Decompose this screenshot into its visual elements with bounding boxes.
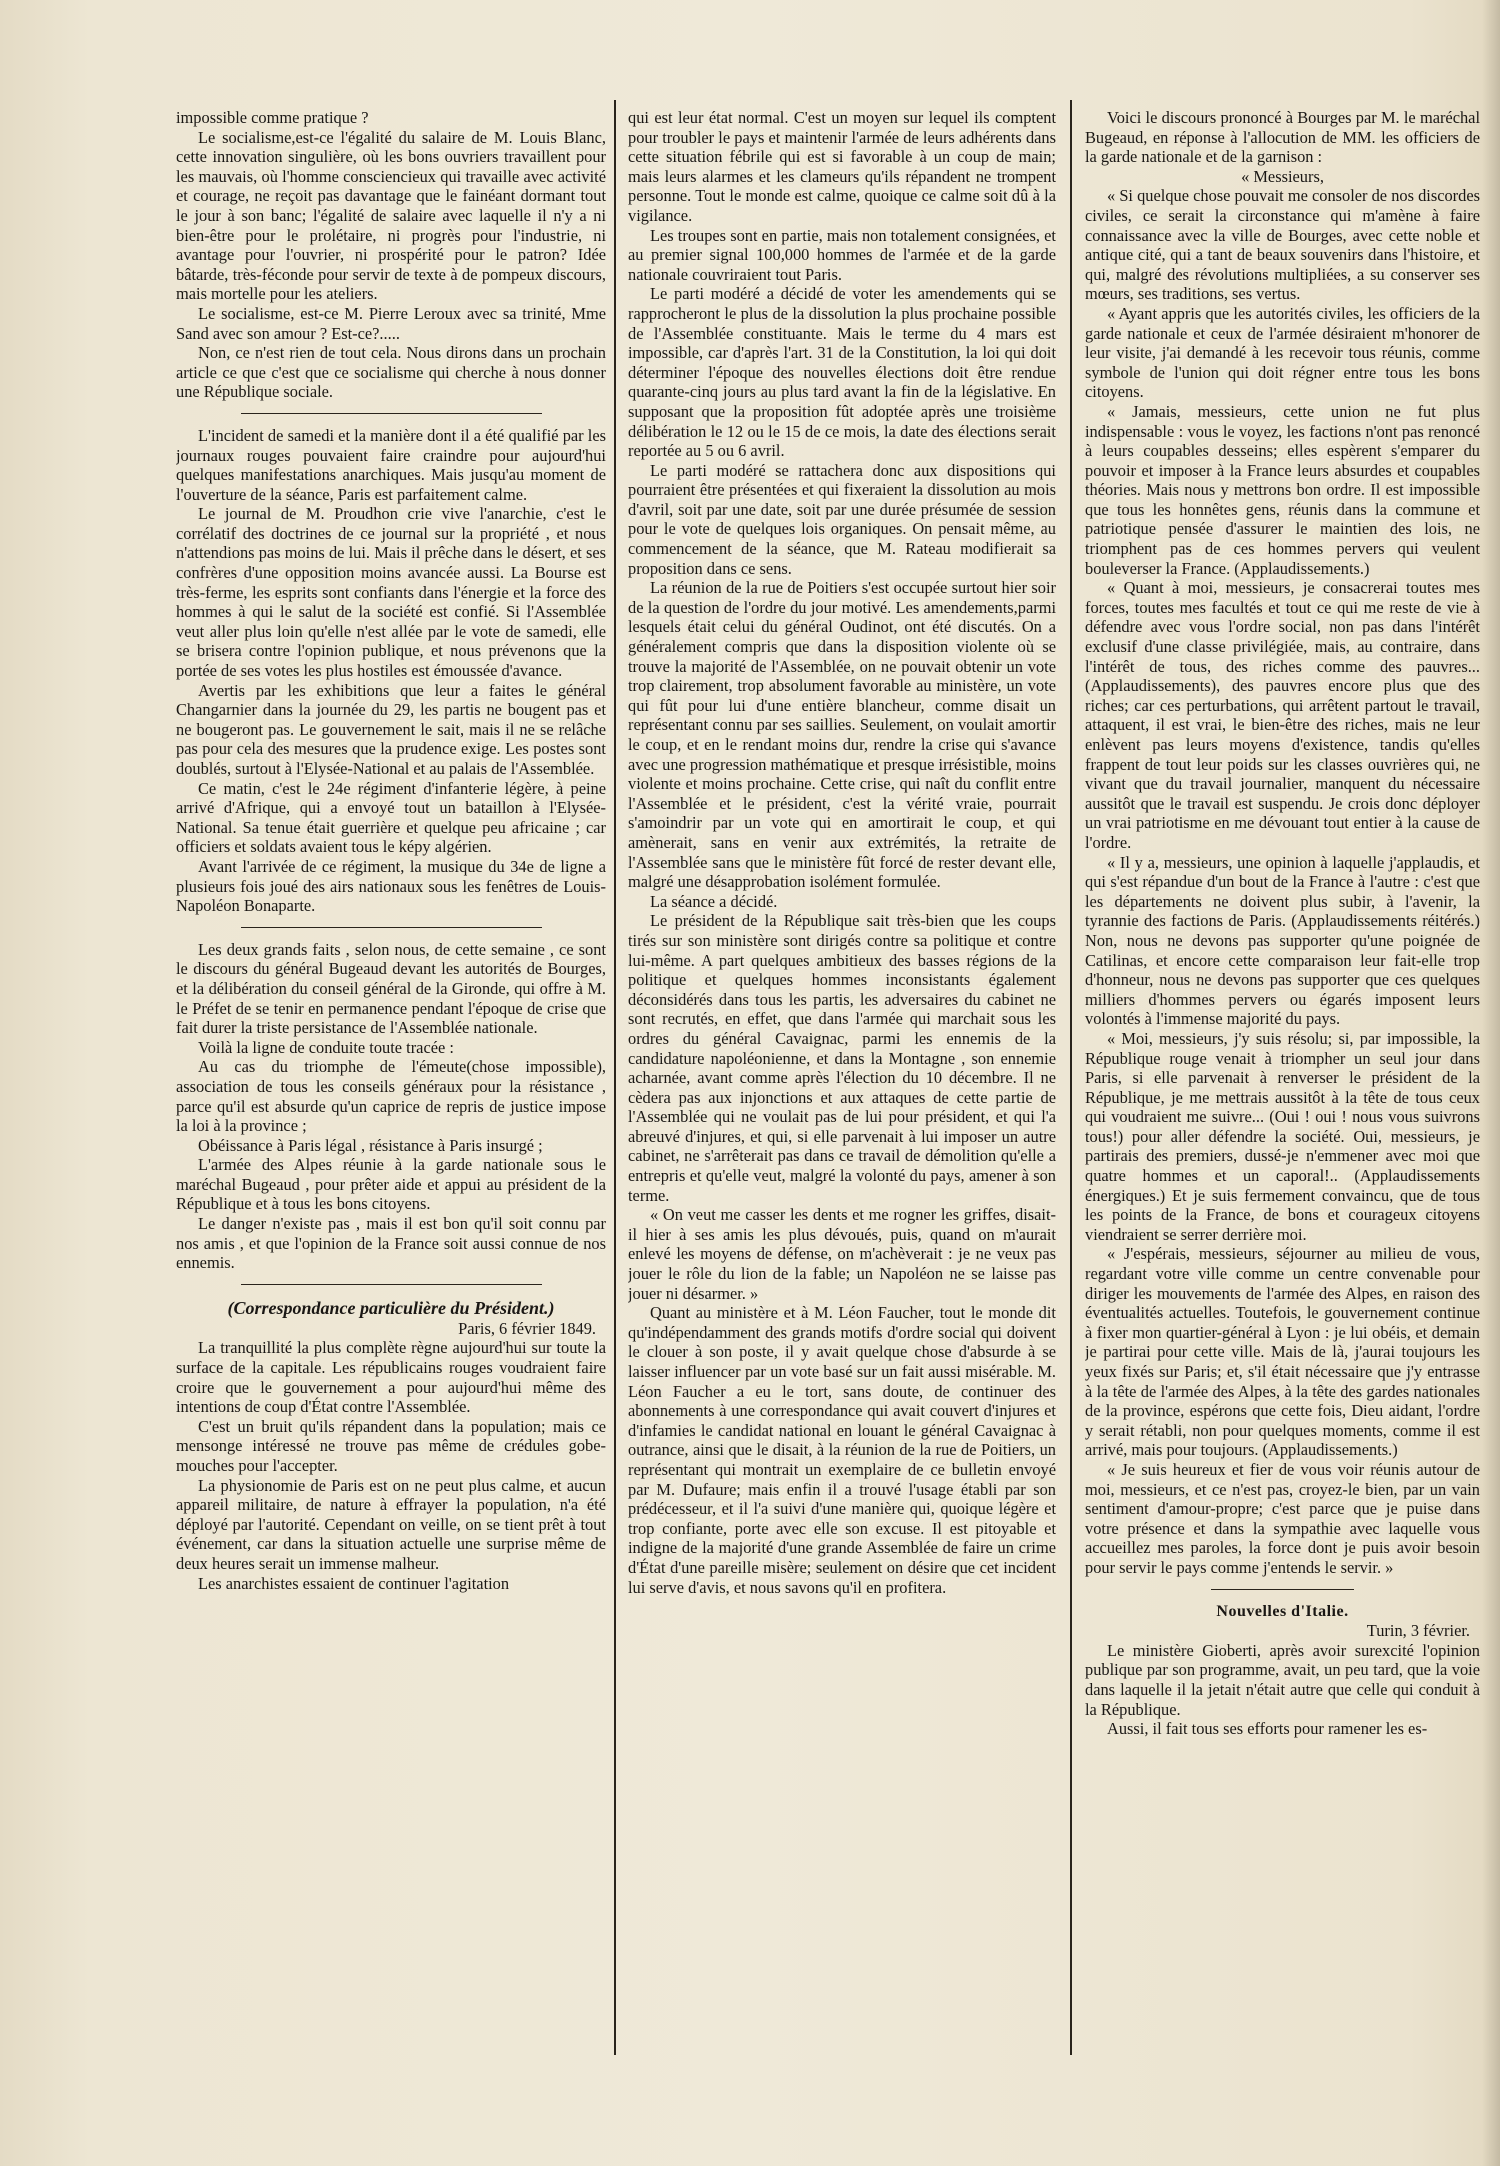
scan-edge-shadow: [1482, 0, 1500, 2166]
separator-rule: [241, 1284, 542, 1285]
paragraph: qui est leur état normal. C'est un moyen sur lequel ils comptent pour troubler le pays et maintenir l'armée de leurs adhérents dans cette situation fébrile qui est si favorable à un coup de main; mais leurs alarmes et les clameurs qu'ils répandent ne trompent personne. Tout le monde est calme, quoique ce calme soit dû à la vigilance.: [628, 108, 1056, 225]
paragraph: « Si quelque chose pouvait me consoler de nos discordes civiles, ce serait la circonstance qui m'amène à faire connaissance avec la ville de Bourges, avec cette noble et antique cité, qui a tant de beaux souvenirs dans l'histoire, et qui, malgré des révolutions multipliées, a su conserver ses mœurs, ses traditions, ses vertus.: [1085, 186, 1480, 304]
separator-rule: [1211, 1589, 1353, 1590]
paragraph: Obéissance à Paris légal , résistance à Paris insurgé ;: [198, 1135, 543, 1155]
paragraph: Les deux grands faits , selon nous, de cette semaine , ce sont le discours du général Bugeaud devant les autorités de Bourges, et la délibération du conseil général de la Gironde, qui offre à M. le Préfet de se tenir en permanence pendant l'époque de crise que fait durer la triste persistance de l'Assemblée nationale.: [176, 939, 606, 1038]
paragraph: Avertis par les exhibitions que leur a faites le général Changarnier dans la journée du 29, les partis ne bougent pas et ne bougeront pas. Le gouvernement le sait, mais il ne se relâche pas pour cela des mesures que la prudence exige. Les postes sont doublés, surtout à l'Elysée-National et au palais de l'Assemblée.: [176, 680, 606, 778]
paragraph: Aussi, il fait tous ses efforts pour ramener les es-: [1107, 1719, 1428, 1739]
paragraph: Le socialisme,est-ce l'égalité du salaire de M. Louis Blanc, cette innovation singulière, où les bons ouvriers travaillent pour les mauvais, où l'homme consciencieux qui travaille avec activité et courage, ne reçoit pas davantage que le fainéant dormant tout le jour à son banc; l'égalité de salaire avec laquelle il n'y a ni bien-être pour le prolétaire, ni progrès pour l'industrie, ni avantage pour l'ouvrier, ni prospérité pour le patron? Idée bâtarde, très-féconde pour servir de texte à de pompeux discours, mais mortelle pour les ateliers.: [176, 127, 606, 304]
paragraph: « Moi, messieurs, j'y suis résolu; si, par impossible, la République rouge venait à triompher un seul jour dans Paris, si elle parvenait à renverser le président de la République, je me mettrais aussitôt à la tête de tous ceux qui voudraient me suivre... (Oui ! oui ! nous vous suivrons tous!) pour aller défendre la société. Oui, messieurs, je partirais des premiers, dussé-je n'emmener avec moi que quatre hommes et un caporal!.. (Applaudissements énergiques.) Et je suis fermement convaincu, que de tous les points de la France, de bons et courageux citoyens viendraient se serrer derrière moi.: [1085, 1028, 1480, 1244]
column-rule-1: [614, 100, 616, 2055]
dateline: Turin, 3 février.: [1366, 1621, 1470, 1641]
column-rule-2: [1070, 100, 1072, 2055]
paragraph: Le parti modéré a décidé de voter les amendements qui se rapprocheront le plus de la dissolution la plus prochaine possible de l'Assemblée constituante. Mais le terme du 4 mars est impossible, car d'après l'art. 31 de la Constitution, la loi qui doit déterminer l'époque des nouvelles élections doit être rendue quarante-cinq jours au plus tard avant la fin de la législative. En supposant que la proposition fût adoptée après une troisième délibération le 12 ou le 15 de ce mois, la date des élections serait reportée au 5 ou 6 avril.: [628, 284, 1056, 461]
column-3: [1085, 108, 1480, 1958]
paragraph: La réunion de la rue de Poitiers s'est occupée surtout hier soir de la question de l'ordre du jour motivé. Les amendements,parmi lesquels était celui du général Oudinot, ont été discutés. On a généralement compris que dans la disposition violente où se trouve la majorité de l'Assemblée, on ne pouvait obtenir un vote trop clairement, trop absolument favorable au ministère, un vote qui fût pour lui d'une entière blancheur, comme disait un représentant connu par ses saillies. Seulement, on voulait amortir le coup, et en le rendant moins dur, rendre la crise qui s'avance avec une progression mathématique et presque irrésistible, moins violente et moins prochaine. Cette crise, qui naît du conflit entre l'Assemblée et le président, c'est la vérité vraie, pourrait s'amoindrir par un vote qui en amortirait le coup, et qui amènerait, sans en venir aux extrémités, la retraite de l'Assemblée sans que le ministère fût forcé de rester devant elle, malgré une désapprobation isolément formulée.: [628, 578, 1056, 892]
paragraph: Le socialisme, est-ce M. Pierre Leroux avec sa trinité, Mme Sand avec son amour ? Est-ce?.....: [176, 303, 606, 343]
paragraph: L'armée des Alpes réunie à la garde nationale sous le maréchal Bugeaud , pour prêter aide et appui au président de la République et à tous les bons citoyens.: [176, 1155, 606, 1214]
paragraph: « Ayant appris que les autorités civiles, les officiers de la garde nationale et ceux de l'armée désiraient m'honorer de leur visite, j'ai demandé à les recevoir tous réunis, comme symbole de l'union qui doit régner entre tous les bons citoyens.: [1085, 303, 1480, 402]
paragraph: Le parti modéré se rattachera donc aux dispositions qui pourraient être présentées et qui fixeraient la dissolution au mois d'avril, soit par une date, soit par une durée présumée de session pour le vote de quelques lois organiques. On pensait même, au commencement de la séance, que M. Rateau modifierait sa proposition dans ce sens.: [628, 460, 1056, 578]
paragraph: Quant au ministère et à M. Léon Faucher, tout le monde dit qu'indépendamment des grands motifs d'ordre social qui doivent le clouer à son poste, il y avait quelque chose d'absurde à se laisser influencer par un vote basé sur un fait aussi misérable. M. Léon Faucher a eu le tort, sans doute, de continuer des abonnements à une correspondance qui avait couvert d'injures et d'infamies le candidat national en louant le général Cavaignac à outrance, ainsi que le disait, à la réunion de la rue de Poitiers, un représentant qui montrait un exemplaire de ce bulletin envoyé par M. Dufaure; mais enfin il a trouvé l'usage établi par son prédécesseur, et il l'a suivi d'une manière qui, quoique légère et trop confiante, porte avec elle son excuse. Il est pitoyable et indigne de la majorité d'une grande Assemblée de faire un crime d'État d'une pareille misère; seulement on désire que cet incident lui serve d'avis, et nous savons qu'il en profitera.: [628, 1303, 1056, 1597]
paragraph: « J'espérais, messieurs, séjourner au milieu de vous, regardant votre ville comme un centre convenable pour diriger les mouvements de l'armée des Alpes, en raison des éventualités actuelles. Toutefois, le gouvernement continue à fixer mon quartier-général à Lyon : je lui obéis, et demain je partirai pour cette ville. Mais de là, j'aurai toujours les yeux fixés sur Paris; et, s'il était nécessaire que j'y entrasse à la tête de l'armée des Alpes, à la tête des gardes nationales de la province, espérons que cette fois, Dieu aidant, l'ordre y serait rétabli, non pour quelques moments, comme il est arrivé, mais pour toujours. (Applaudissements.): [1085, 1244, 1480, 1460]
paragraph: Les troupes sont en partie, mais non totalement consignées, et au premier signal 100,000 hommes de l'armée et de la garde nationale couvriraient tout Paris.: [628, 225, 1056, 284]
paragraph: « Il y a, messieurs, une opinion à laquelle j'applaudis, et qui s'est répandue d'un bout de la France à l'autre : c'est que les départements ne doivent plus subir, à l'avenir, la tyrannie des factions de Paris. (Applaudissements réitérés.) Non, nous ne devons pas supporter qu'une poignée de Catilinas, et encore cette comparaison leur fait-elle trop d'honneur, nous ne devons pas supporter que ces quelques milliers d'hommes pervers ou égarés imposent leurs volontés à l'immense majorité du pays.: [1085, 852, 1480, 1029]
paragraph: « Je suis heureux et fier de vous voir réunis autour de moi, messieurs, et ce n'est pas, croyez-le bien, par un vain sentiment d'amour-propre; c'est parce que je puise dans votre présence et dans la sympathie avec laquelle vous accueillez mes paroles, la force dont je puis avoir besoin pour servir le pays comme j'entends le servir. »: [1085, 1459, 1480, 1577]
paragraph: « On veut me casser les dents et me rogner les griffes, disait-il hier à ses amis les plus dévoués, puis, quand on m'aurait enlevé les moyens de défense, on m'achèverait : je ne veux pas jouer le rôle du lion de la fable; un Napoléon ne se laisse pas jouer ni désarmer. »: [628, 1205, 1056, 1303]
paragraph: Le danger n'existe pas , mais il est bon qu'il soit connu par nos amis , et que l'opinion de la France soit aussi connue de nos ennemis.: [176, 1214, 606, 1273]
paragraph: C'est un bruit qu'ils répandent dans la population; mais ce mensonge intéressé ne trouve pas même de crédules gobe-mouches pour l'accepter.: [176, 1416, 606, 1475]
separator-rule: [241, 413, 542, 414]
correspondence-heading: (Correspondance particulière du Président.): [227, 1297, 555, 1318]
salutation: « Messieurs,: [1241, 166, 1324, 186]
dateline: Paris, 6 février 1849.: [458, 1318, 596, 1338]
paragraph: Voici le discours prononcé à Bourges par M. le maréchal Bugeaud, en réponse à l'allocution de MM. les officiers de la garde nationale et de la garnison :: [1085, 108, 1480, 167]
paragraph: Le président de la République sait très-bien que les coups tirés sur son ministère sont dirigés contre sa politique et contre lui-même. A part quelques ambitieux des basses régions de la politique et quelques hommes inconsistants également déconsidérés dans tous les partis, les adversaires du cabinet ne sont recrutés, en effet, que dans l'armée qui marchait sous les ordres du général Cavaignac, parmi les ennemis de la candidature napoléonienne, et dans la Montagne , son ennemie acharnée, avant comme après l'élection du 10 décembre. Il ne cèdera pas aux injonctions et aux attaques de cette partie de l'Assemblée qui ne voulait pas de lui pour président, et qui l'a abreuvé d'injures, et qui, si elle parvenait à lui imposer un autre cabinet, ne s'arrêterait pas dans ce travail de démolition qu'elle a entrepris et qu'elle veut, malgré la volonté du pays, amener à son terme.: [628, 911, 1056, 1205]
paragraph: Non, ce n'est rien de tout cela. Nous dirons dans un prochain article ce que c'est que ce socialisme qui cherche à nous donner une République sociale.: [176, 343, 606, 402]
paragraph: L'incident de samedi et la manière dont il a été qualifié par les journaux rouges pouvaient faire craindre pour aujourd'hui quelques manifestations anarchiques. Mais jusqu'au moment de l'ouverture de la séance, Paris est parfaitement calme.: [176, 425, 606, 504]
column-1: [176, 108, 606, 2008]
paragraph: Avant l'arrivée de ce régiment, la musique du 34e de ligne a plusieurs fois joué des airs nationaux sous les fenêtres de Louis-Napoléon Bonaparte.: [176, 856, 606, 916]
paragraph: La tranquillité la plus complète règne aujourd'hui sur toute la surface de la capitale. Les républicains rouges voudraient faire croire que le gouvernement a pour aujourd'hui même des intentions de coup d'État contre l'Assemblée.: [176, 1338, 606, 1417]
column-2: [628, 108, 1056, 2018]
paragraph: Au cas du triomphe de l'émeute(chose impossible), association de tous les conseils généraux pour la résistance , parce qu'il est absurde qu'un caprice de repris de justice impose la loi à la province ;: [176, 1057, 606, 1136]
paragraph: « Jamais, messieurs, cette union ne fut plus indispensable : vous le voyez, les factions n'ont pas renoncé à leurs coupables desseins; elles espèrent s'emparer du pouvoir et imposer à la France leurs absurdes et coupables théories. Mais nous y mettrons bon ordre. Il est impossible que tous les honnêtes gens, réunis dans la commune et patriotique pensée d'assurer le maintien des lois, ne triomphent pas de ces hommes pervers qui veulent bouleverser la France. (Applaudissements.): [1085, 401, 1480, 578]
separator-rule: [241, 927, 542, 928]
paragraph: La physionomie de Paris est on ne peut plus calme, et aucun appareil militaire, de nature à effrayer la population, n'a été déployé par l'autorité. Cependant on veille, on se tient prêt à tout événement, car dans la situation actuelle une surprise même de deux heures serait un immense malheur.: [176, 1475, 606, 1573]
paragraph: Voilà la ligne de conduite toute tracée :: [198, 1037, 454, 1057]
paragraph: « Quant à moi, messieurs, je consacrerai toutes mes forces, toutes mes facultés et tout ce qui me reste de vie à défendre avec vous l'ordre social, non pas dans l'intérêt exclusif d'une classe privilégiée, mais, au contraire, dans l'intérêt de tous, des riches comme des pauvres... (Applaudissements), des pauvres encore plus que des riches; car ces perturbations, qui arrêtent partout le travail, attaquent, il est vrai, le bien-être des riches, mais ne leur enlèvent pas leurs moyens d'existence, tandis qu'elles frappent de tout leur poids sur les classes ouvrières qui, ne vivant que du travail journalier, manquent du nécessaire aussitôt que le travail est suspendu. Je crois donc déployer un vrai patriotisme en me dévouant tout entier à la cause de l'ordre.: [1085, 578, 1480, 852]
paragraph: La séance a décidé.: [650, 891, 778, 911]
paragraph: Le journal de M. Proudhon crie vive l'anarchie, c'est le corrélatif des doctrines de ce journal sur la propriété , et nous n'attendions pas moins de lui. Mais il prêche dans le désert, et ses confrères d'une opposition moins avancée aussi. La Bourse est très-ferme, les esprits sont confiants dans l'énergie et la force des hommes à qui le salut de la société est confié. Si l'Assemblée veut aller plus loin qu'elle n'est allée par le vote de samedi, elle se brisera contre l'opinion publique, et nous prévenons que la portée de ses votes les plus hostiles est émoussée d'avance.: [176, 504, 606, 681]
section-heading: Nouvelles d'Italie.: [1216, 1602, 1349, 1620]
paragraph: impossible comme pratique ?: [176, 108, 369, 127]
paragraph: Le ministère Gioberti, après avoir surexcité l'opinion publique par son programme, avait, un peu tard, que la voie dans laquelle il la jetait n'était autre que celle qui conduit à la République.: [1085, 1640, 1480, 1719]
paragraph: Les anarchistes essaient de continuer l'agitation: [198, 1573, 510, 1593]
paragraph: Ce matin, c'est le 24e régiment d'infanterie légère, à peine arrivé d'Afrique, qui a envoyé tout un bataillon à l'Elysée-National. Sa tenue était guerrière et quelque peu africaine ; car officiers et soldats avaient tous le képy algérien.: [176, 778, 606, 857]
